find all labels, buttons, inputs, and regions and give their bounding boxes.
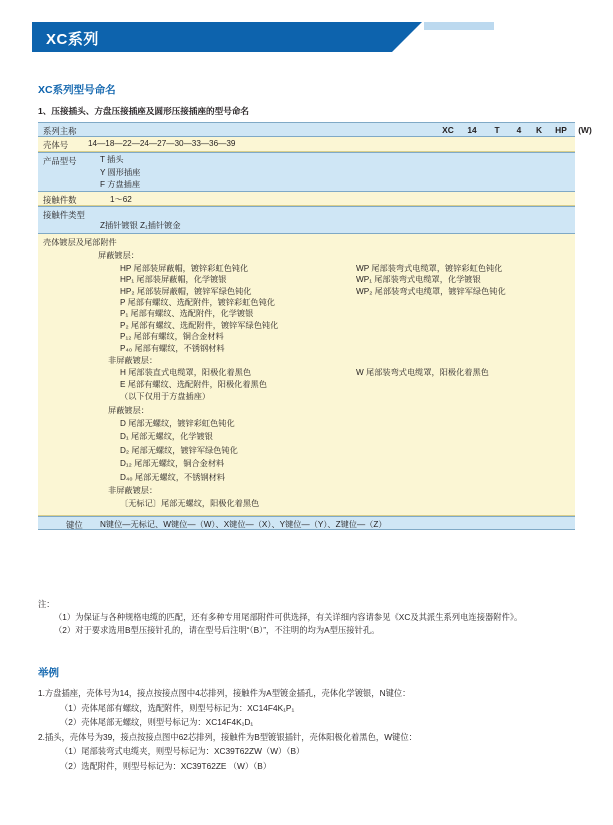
code-cell-3: 4	[516, 125, 522, 135]
plating-code-d2: D₂ 尾部无螺纹，镀锌军绿色钝化	[120, 445, 238, 455]
note-item: （1）为保证与各种规格电缆的匹配，还有多种专用尾部附件可供选择，有关详细内容请参见《XC及其派生系列电连接器附件》。	[54, 612, 523, 622]
plating-code-wp: WP 尾部装弯式电缆罩，镀锌彩虹色钝化	[356, 263, 503, 273]
code-cell-1: 14	[467, 125, 477, 135]
plating-code-p40: P₄₀ 尾部有螺纹，不锈钢材料	[120, 343, 225, 353]
code-cell-5: HP	[555, 125, 567, 135]
plating-code-p2: P₂ 尾部有螺纹、选配附件，镀锌军绿色钝化	[120, 320, 279, 330]
plating-code-wp2: WP₂ 尾部装弯式电缆罩，镀锌军绿色钝化	[356, 286, 506, 296]
plating-code-p1: P₁ 尾部有螺纹、选配附件，化学镀银	[120, 309, 254, 319]
header-arrow-shape	[392, 22, 422, 52]
contact-count-value: 1～62	[110, 195, 132, 204]
plating-row	[38, 367, 575, 378]
plating-row	[38, 379, 575, 390]
contact-count-label: 接触件数	[43, 195, 77, 205]
plating-code-hp: HP 尾部装屏蔽帽，镀锌彩虹色钝化	[120, 263, 249, 273]
table-row	[38, 516, 575, 530]
plating-row	[38, 286, 575, 297]
table-row	[38, 122, 592, 137]
example-sub: （1）壳体尾部有螺纹，选配附件，则型号标记为：XC14F4K₁P₁	[60, 702, 295, 713]
shield-heading-1: 屏蔽镀层：	[98, 251, 139, 261]
plating-code-p12: P₁₂ 尾部有螺纹，铜合金材料	[120, 332, 224, 342]
plating-row	[38, 274, 575, 285]
notes-block	[38, 598, 578, 637]
page-title: XC系列	[46, 31, 99, 48]
product-type-label: 产品型号	[43, 156, 77, 166]
plating-row	[38, 343, 575, 354]
examples-block	[38, 686, 578, 773]
plating-code-hp2: HP₂ 尾部装屏蔽帽，镀锌军绿色钝化	[120, 286, 252, 296]
series-name-label: 系列主称	[43, 126, 77, 136]
key-position-label: 键位	[66, 519, 83, 530]
plating-row	[38, 297, 575, 308]
product-type-item: Y 圆形插座	[100, 167, 141, 177]
contact-type-item: Z插针镀银 Z₁插针镀金	[100, 221, 181, 230]
key-position-values: N键位—无标记、W键位—（W）、X键位—（X）、Y键位—（Y）、Z键位—（Z）	[100, 519, 387, 529]
plating-row	[38, 331, 575, 342]
page-header	[32, 22, 462, 52]
plating-block	[38, 234, 575, 516]
plating-code-d40: D₄₀ 尾部无螺纹，不锈钢材料	[120, 472, 225, 482]
plating-code-d12: D₁₂ 尾部无螺纹，铜合金材料	[120, 459, 225, 469]
plating-row	[38, 308, 575, 319]
plating-code-p: P 尾部有螺纹、选配附件，镀锌彩虹色钝化	[120, 297, 275, 307]
code-cell-6: (W)	[578, 125, 592, 135]
section-title-naming: XC系列型号命名	[38, 84, 116, 96]
plating-code-d: D 尾部无螺纹，镀锌彩虹色钝化	[120, 418, 235, 428]
example-main: 2.插头，壳体号为39，接点按接点图中62芯排列，接触件为B型镀银插针，壳体阳极化着黑色，W键位：	[38, 731, 417, 742]
header-accent-bar	[424, 22, 494, 30]
example-main: 1.方盘插座，壳体号为14，接点按接点图中4芯排列，接触件为A型镀金插孔，壳体化学镀银，N键位：	[38, 688, 411, 698]
naming-table	[38, 122, 592, 530]
subsection-title-1: 1、压接插头、方盘压接插座及圆形压接插座的型号命名	[38, 106, 250, 116]
plating-code-w: W 尾部装弯式电缆罩，阳极化着黑色	[356, 368, 489, 378]
plating-code-h: H 尾部装直式电缆罩，阳极化着黑色	[120, 368, 252, 378]
section-title-examples: 举例	[38, 667, 59, 679]
product-type-item: F 方盘插座	[100, 180, 141, 189]
note-item: （2）对于要求选用B型压接针孔的，请在型号后注明“（B）”，不注明的均为A型压接针孔。	[54, 625, 380, 635]
code-cell-0: XC	[442, 125, 454, 135]
shell-number-values: 14—18—22—24—27—30—33—36—39	[88, 139, 236, 148]
plating-row	[38, 263, 575, 274]
nonshield-heading-2: 非屏蔽镀层：	[108, 485, 158, 495]
code-cell-2: T	[494, 125, 500, 135]
product-type-item: T 插头	[100, 155, 124, 164]
example-sub: （1）尾部装弯式电缆夹，则型号标记为：XC39T62ZW（W）（B）	[60, 746, 305, 756]
plating-code-none: 〔无标记〕尾部无螺纹，阳极化着黑色	[120, 499, 260, 509]
shell-number-label: 壳体号	[43, 140, 69, 150]
plating-label: 壳体镀层及尾部附件	[43, 238, 117, 247]
table-row	[38, 137, 575, 152]
code-cell-4: K	[535, 125, 543, 135]
contact-type-label: 接触件类型	[43, 210, 85, 220]
table-row	[38, 192, 575, 206]
plating-code-e: E 尾部有螺纹、选配附件，阳极化着黑色	[120, 379, 267, 389]
table-row	[38, 206, 575, 234]
plating-code-d1: D₁ 尾部无螺纹，化学镀银	[120, 432, 213, 442]
plating-row	[38, 320, 575, 331]
example-sub: （2）壳体尾部无螺纹，则型号标记为：XC14F4K₁D₁	[60, 717, 254, 727]
example-sub: （2）选配附件，则型号标记为：XC39T62ZE （W）（B）	[60, 760, 272, 771]
plating-code-wp1: WP₁ 尾部装弯式电缆罩，化学镀银	[356, 275, 481, 285]
notes-title: 注：	[38, 599, 55, 609]
shield-heading-2: 屏蔽镀层：	[108, 405, 149, 415]
flange-only-note: （以下仅用于方盘插座）	[120, 392, 211, 402]
table-row	[38, 152, 575, 192]
plating-code-hp1: HP₁ 尾部装屏蔽帽，化学镀银	[120, 275, 227, 285]
nonshield-heading-1: 非屏蔽镀层：	[108, 355, 158, 365]
